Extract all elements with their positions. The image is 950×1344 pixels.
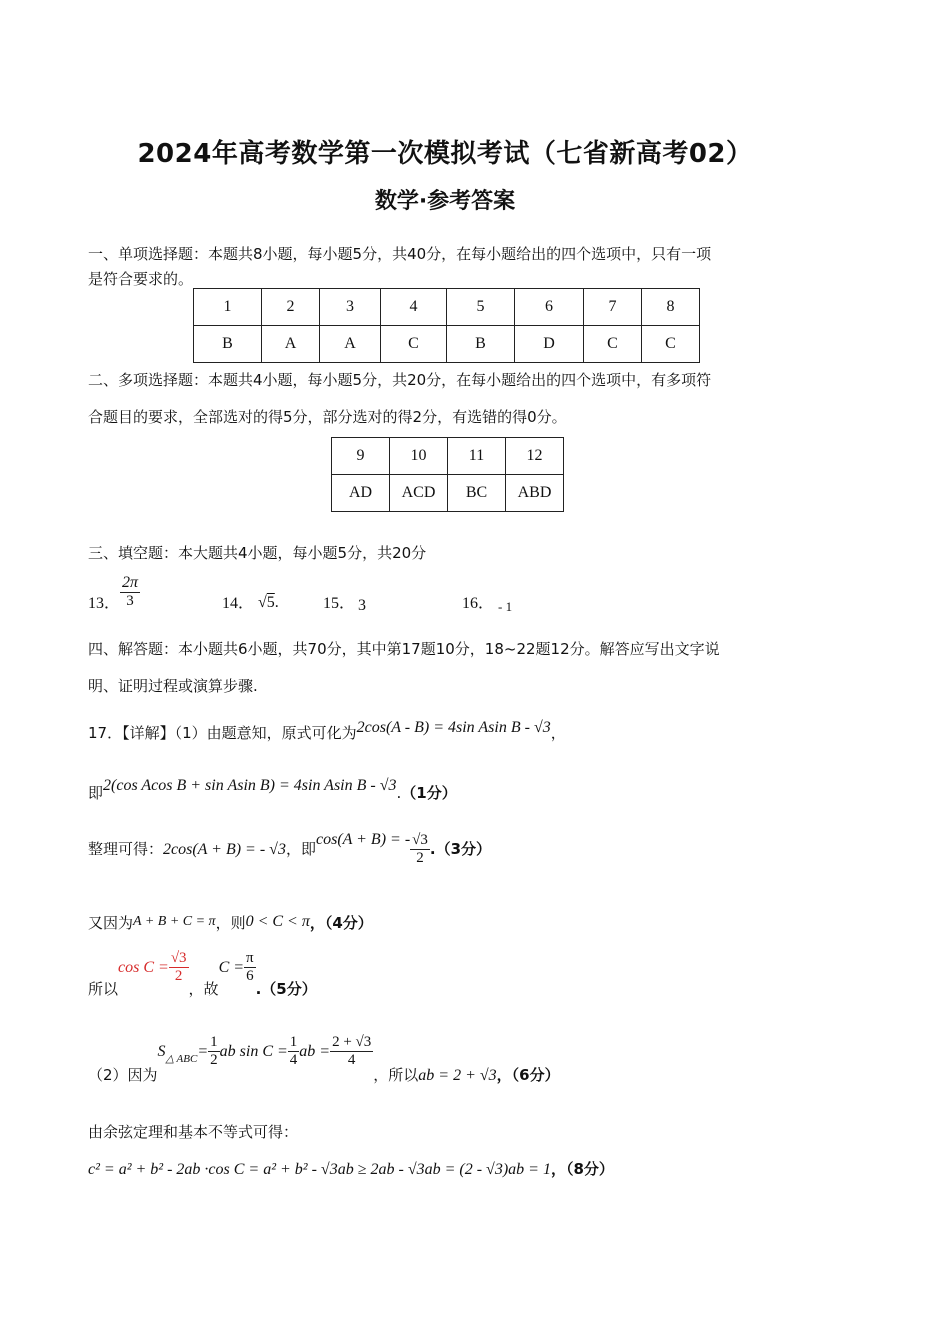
q-answer: C <box>642 326 700 363</box>
solution-line-5 <box>88 950 317 998</box>
q-num: 3 <box>320 289 381 326</box>
equation: cos(A + B) = - <box>315 831 411 848</box>
equation: ab sin C = <box>219 1043 288 1060</box>
numerator: 2 + √3 <box>332 1034 372 1050</box>
q14-tail: . <box>274 594 279 611</box>
q-num: 8 <box>642 289 700 326</box>
q15-label: 15． <box>323 595 356 612</box>
q-num: 10 <box>390 438 448 475</box>
q-answer: BC <box>448 475 506 512</box>
text: （2）因为 <box>88 1066 158 1084</box>
text: ，即 <box>285 840 316 858</box>
text: 所以 <box>88 980 119 998</box>
denominator: 4 <box>347 1052 356 1068</box>
subscript: △ ABC <box>165 1053 198 1065</box>
numerator: √3 <box>412 832 428 848</box>
q15-answer: 3 <box>358 597 366 614</box>
q-answer: C <box>584 326 642 363</box>
q13-label: 13． <box>88 595 121 612</box>
numerator: π <box>246 950 254 966</box>
table-row <box>194 326 700 363</box>
equation: A + B + C = π <box>133 914 216 929</box>
text: . <box>396 784 402 802</box>
solution-line-1 <box>88 719 566 743</box>
q-answer: ABD <box>506 475 564 512</box>
table-row <box>332 475 564 512</box>
q14-answer: √5. <box>258 594 279 611</box>
equation: 2(cos Acos B + sin Asin B) = 4sin Asin B - √3 <box>103 777 397 794</box>
q13-answer <box>120 574 140 610</box>
denominator: 4 <box>289 1052 298 1068</box>
numerator: √3 <box>170 950 187 966</box>
score: ，（6分） <box>496 1066 560 1084</box>
page-subtitle: 数学·参考答案 <box>374 189 516 214</box>
q-num: 7 <box>584 289 642 326</box>
equation: ab = 2 + √3 <box>418 1067 497 1084</box>
equation: C = <box>218 959 245 976</box>
equation: ab = <box>299 1043 331 1060</box>
numerator: 1 <box>210 1034 218 1050</box>
score: ，（8分） <box>550 1160 614 1178</box>
equation-highlight: cos C = <box>118 959 169 976</box>
q14-radicand: 5 <box>266 594 275 611</box>
denominator: 6 <box>246 968 254 984</box>
section3-heading: 三、填空题：本大题共4小题，每小题5分，共20分 <box>88 544 427 562</box>
q16-answer: - 1 <box>498 599 513 614</box>
q-num: 4 <box>381 289 447 326</box>
text: ，则 <box>215 914 246 932</box>
q-answer: AD <box>332 475 390 512</box>
section2-heading-line2: 合题目的要求，全部选对的得5分，部分选对的得2分，有选错的得0分。 <box>88 408 567 426</box>
q16-label: 16． <box>462 595 495 612</box>
q13-numerator: 2π <box>122 574 139 591</box>
q-answer: D <box>515 326 584 363</box>
solution-line-4 <box>88 912 373 933</box>
text: 17．【详解】（1）由题意知，原式可化为 <box>88 724 357 742</box>
solution-line-7: 由余弦定理和基本不等式可得： <box>88 1123 299 1141</box>
equation: 0 < C < π <box>245 913 310 930</box>
symbol: S <box>157 1043 166 1060</box>
section1-heading-line1: 一、单项选择题：本题共8小题，每小题5分，共40分，在每小题给出的四个选项中，只有一项 <box>88 245 712 263</box>
section1-heading-line2: 是符合要求的。 <box>88 270 194 288</box>
q14-label: 14． <box>222 595 255 612</box>
text: ， <box>550 724 566 742</box>
q-num: 1 <box>194 289 262 326</box>
page-title: 2024年高考数学第一次模拟考试（七省新高考02） <box>137 139 753 169</box>
q-num: 9 <box>332 438 390 475</box>
solution-line-8 <box>88 1158 614 1179</box>
q-answer: ACD <box>390 475 448 512</box>
symbol: = <box>197 1043 209 1060</box>
table-row <box>194 289 700 326</box>
denominator: 2 <box>210 1052 218 1068</box>
q-num: 6 <box>515 289 584 326</box>
solution-line-6 <box>88 1034 560 1084</box>
score: .（3分） <box>429 840 492 858</box>
equation: 2cos(A + B) = - √3 <box>163 841 286 858</box>
q-num: 2 <box>262 289 320 326</box>
q-num: 11 <box>448 438 506 475</box>
solution-line-3 <box>88 832 491 867</box>
score: （1分） <box>401 784 457 802</box>
section4-heading-line1: 四、解答题：本小题共6小题，共70分，其中第17题10分，18~22题12分。解答应写出文字说 <box>88 640 720 658</box>
text: 又因为 <box>88 914 134 932</box>
q-answer: B <box>194 326 262 363</box>
q-answer: B <box>447 326 515 363</box>
section4-heading-line2: 明、证明过程或演算步骤. <box>88 677 258 695</box>
q-answer: C <box>381 326 447 363</box>
q-answer: A <box>262 326 320 363</box>
solution-line-2 <box>88 777 457 803</box>
equation: c² = a² + b² - 2ab ·cos C = a² + b² - √3ab ≥ 2ab - √3ab = (2 - √3)ab = 1 <box>88 1161 551 1178</box>
q13-denominator: 3 <box>126 593 134 609</box>
q-answer: A <box>320 326 381 363</box>
text: ，所以 <box>373 1066 419 1084</box>
table-row <box>332 438 564 475</box>
score: .（5分） <box>255 980 317 998</box>
q-num: 12 <box>506 438 564 475</box>
q-num: 5 <box>447 289 515 326</box>
section2-answer-table <box>331 437 564 512</box>
denominator: 2 <box>416 850 424 866</box>
score: ，（4分） <box>309 914 373 932</box>
numerator: 1 <box>289 1034 298 1050</box>
text: 整理可得： <box>88 840 164 858</box>
text: 即 <box>88 784 104 802</box>
section1-answer-table <box>193 288 700 363</box>
section2-heading-line1: 二、多项选择题：本题共4小题，每小题5分，共20分，在每小题给出的四个选项中，有多项符 <box>88 371 712 389</box>
denominator: 2 <box>174 968 183 984</box>
text: ，故 <box>188 980 219 998</box>
equation: 2cos(A - B) = 4sin Asin B - √3 <box>356 719 551 736</box>
